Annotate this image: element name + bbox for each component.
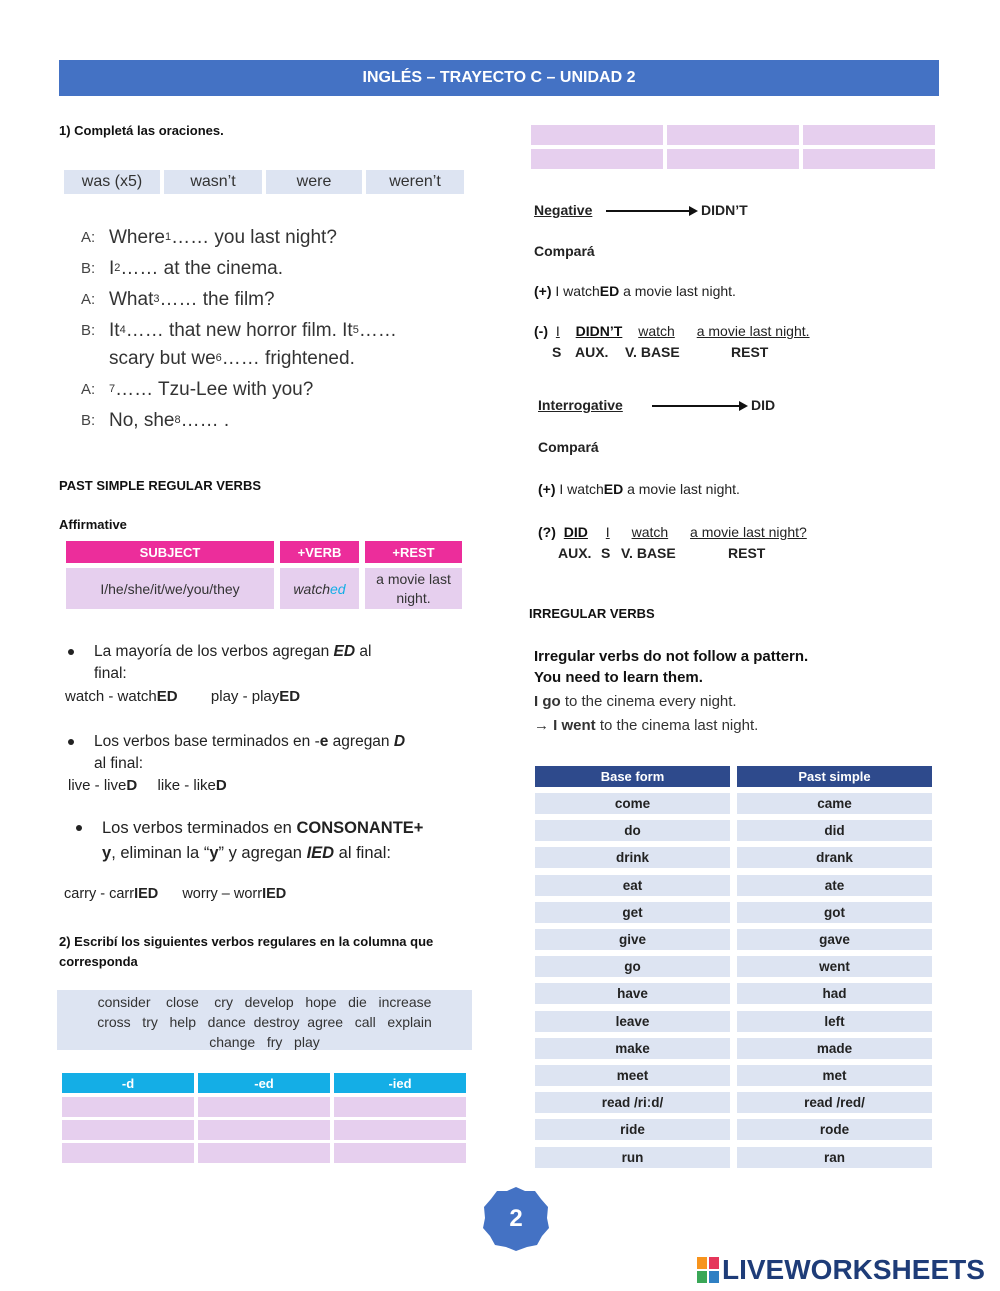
example-text: I watch — [551, 283, 600, 299]
rule-text: La mayoría de los verbos agregan — [94, 643, 334, 660]
base-form-cell: leave — [535, 1011, 730, 1032]
base-form-cell: give — [535, 929, 730, 950]
base-form-cell: eat — [535, 875, 730, 896]
dialog-line — [81, 253, 481, 284]
example-text: watch - watch — [65, 688, 157, 705]
rule-d — [68, 731, 428, 775]
rule-text: Los verbos base terminados en - — [94, 733, 320, 750]
speaker-label: B: — [81, 322, 96, 339]
gap-blank[interactable]: …… Tzu-Lee with you? — [115, 379, 314, 400]
speaker-label: A: — [81, 381, 96, 398]
base-form-cell: ride — [535, 1119, 730, 1140]
base-form-cell: run — [535, 1147, 730, 1168]
rule-letter: e — [319, 733, 329, 750]
past-simple-cell: left — [737, 1011, 932, 1032]
interrogative-label-text: Interrogative — [538, 397, 623, 413]
past-simple-cell: had — [737, 983, 932, 1004]
rule-bold: y — [102, 844, 112, 862]
structure-label: V. BASE — [621, 545, 676, 561]
answer-cell[interactable] — [667, 125, 799, 145]
top-answer-table — [531, 125, 935, 169]
past-simple-cell: did — [737, 820, 932, 841]
answer-cell[interactable] — [803, 149, 935, 169]
base-form-cell: read /riːd/ — [535, 1092, 730, 1113]
bullet-dot — [76, 825, 82, 831]
dialog-text: It — [109, 320, 120, 341]
negative-aux: DIDN’T — [701, 202, 748, 218]
arrow-right-icon: → — [534, 717, 554, 734]
regular-verbs-title: PAST SIMPLE REGULAR VERBS — [59, 478, 262, 493]
table-header: SUBJECT — [66, 541, 274, 563]
rule-ending: D — [393, 733, 406, 750]
page-title: INGLÉS – TRAYECTO C – UNIDAD 2 — [362, 69, 636, 86]
gap-blank[interactable]: …… at the cinema. — [120, 258, 284, 279]
example-ending: ED — [279, 688, 301, 705]
past-simple-cell: ran — [737, 1147, 932, 1168]
irregular-explanation — [534, 646, 808, 688]
structure-label: S — [601, 545, 611, 561]
past-simple-cell: made — [737, 1038, 932, 1059]
gap-number: 1 — [164, 231, 172, 243]
example-text: live - live — [68, 777, 127, 794]
table-header: +VERB — [280, 541, 359, 563]
base-form-cell: come — [535, 793, 730, 814]
speaker-label — [81, 343, 109, 374]
bullet-dot — [68, 739, 74, 745]
irregular-verbs-table — [535, 766, 932, 1171]
example-text: play - play — [210, 688, 280, 705]
instruction-line: 2) Escribí los siguientes verbos regulares en la columna que — [59, 934, 434, 949]
subject-word: I — [605, 524, 610, 540]
rule-d-example — [68, 777, 227, 794]
page-header — [59, 60, 939, 96]
example-text: to the cinema last night. — [595, 717, 759, 734]
structure-label: AUX. — [558, 545, 592, 561]
answer-cell[interactable] — [198, 1097, 330, 1117]
rule-ending: ED — [333, 643, 356, 660]
gap-number: 3 — [153, 293, 160, 305]
gap-number: 7 — [109, 383, 116, 395]
speaker-label: A: — [81, 291, 96, 308]
word-bank — [64, 170, 464, 194]
arrow-line — [606, 210, 690, 212]
arrow-line — [652, 405, 740, 407]
verbs-line: consider close cry develop hope die increase — [97, 994, 432, 1010]
verb-word: watch — [638, 323, 675, 339]
dialog-text: What — [109, 289, 154, 310]
answer-cell[interactable] — [531, 125, 663, 145]
past-simple-cell: rode — [737, 1119, 932, 1140]
example-text: like - like — [157, 777, 216, 794]
example-ending: ED — [156, 688, 178, 705]
rule-ed — [68, 641, 408, 685]
column-header-ied: -ied — [334, 1073, 466, 1093]
rule-text: al final: — [334, 844, 391, 862]
structure-label: REST — [731, 344, 769, 360]
rule-bold: y — [209, 844, 219, 862]
gap-number: 5 — [352, 324, 359, 336]
rule-bold: CONSONANTE+ — [296, 819, 424, 837]
gap-blank[interactable]: …… — [358, 320, 397, 341]
past-simple-cell: got — [737, 902, 932, 923]
interrogative-label — [538, 397, 623, 413]
past-simple-cell: gave — [737, 929, 932, 950]
page-number: 2 — [509, 1205, 523, 1232]
table-cell-verb — [280, 568, 359, 609]
exercise1-instruction: 1) Completá las oraciones. — [59, 123, 224, 138]
table-cell-rest: a movie last night. — [365, 568, 462, 609]
gap-number: 8 — [174, 414, 181, 426]
brand-name: LIVEWORKSHEETS — [722, 1254, 985, 1285]
answer-cell[interactable] — [62, 1120, 194, 1140]
rest-words: a movie last night? — [690, 524, 807, 540]
sign-label: (?) — [538, 524, 556, 540]
liveworksheets-logo — [697, 1253, 997, 1287]
structure-label: S — [552, 344, 562, 360]
bullet-dot — [68, 649, 74, 655]
example-ending: D — [215, 777, 227, 794]
negative-example — [534, 323, 810, 339]
example-text: worry – worr — [182, 886, 263, 902]
word-bank-item: was (x5) — [64, 170, 160, 194]
explanation-line: Irregular verbs do not follow a pattern. — [534, 648, 809, 665]
answer-cell[interactable] — [531, 149, 663, 169]
compare-label: Compará — [534, 243, 595, 259]
page-number-badge — [481, 1185, 551, 1253]
affirmative-table — [66, 541, 462, 611]
example-text: I watch — [555, 481, 604, 497]
verb-base-text: watch — [293, 580, 330, 597]
answer-cell[interactable] — [334, 1120, 466, 1140]
word-bank-item: weren’t — [366, 170, 464, 194]
rule-ied-example — [64, 886, 286, 902]
rule-text: agregan — [328, 733, 394, 750]
example-text: carry - carr — [64, 886, 135, 902]
sign-label: (+) — [534, 283, 552, 299]
column-header-d: -d — [62, 1073, 194, 1093]
gap-blank[interactable]: …… . — [180, 410, 230, 431]
gap-blank[interactable]: …… the film? — [159, 289, 275, 310]
answer-cell[interactable] — [62, 1097, 194, 1117]
aux-word: DID — [563, 524, 588, 540]
verbs-line: change fry play — [209, 1034, 320, 1050]
rule-text: ” y agregan — [218, 844, 307, 862]
verb-ending-text: ed — [330, 580, 346, 597]
column-header-ed: -ed — [198, 1073, 330, 1093]
gap-blank[interactable]: …… that new horror film. It — [125, 320, 353, 341]
dialog-line — [81, 222, 481, 253]
speaker-label: B: — [81, 412, 96, 429]
answer-cell[interactable] — [803, 125, 935, 145]
affirmative-label: Affirmative — [59, 517, 127, 532]
dialog-text: No, she — [109, 410, 175, 431]
base-form-cell: do — [535, 820, 730, 841]
sign-label: (+) — [538, 481, 556, 497]
dialog-line — [81, 343, 481, 374]
rule-text: , eliminan la “ — [111, 844, 210, 862]
rule-text: final: — [94, 665, 127, 682]
answer-cell[interactable] — [334, 1097, 466, 1117]
live-badge-icon — [697, 1257, 719, 1283]
past-simple-cell: read /red/ — [737, 1092, 932, 1113]
example-text: a movie last night. — [619, 283, 736, 299]
explanation-line: You need to learn them. — [534, 669, 703, 686]
negative-label-text: Negative — [534, 202, 593, 218]
gap-number: 6 — [215, 352, 222, 364]
base-form-cell: go — [535, 956, 730, 977]
base-form-cell: get — [535, 902, 730, 923]
verbs-box — [57, 990, 472, 1050]
base-form-cell: have — [535, 983, 730, 1004]
answer-cell[interactable] — [334, 1143, 466, 1163]
rest-words: a movie last night. — [696, 323, 810, 339]
table-header-base: Base form — [535, 766, 730, 787]
dialog-line — [81, 284, 481, 315]
rule-text: Los verbos terminados en — [102, 819, 297, 837]
dialog-line — [81, 405, 481, 436]
rule-text: al final: — [94, 755, 144, 772]
past-simple-cell: went — [737, 956, 932, 977]
dialog — [81, 222, 481, 436]
sign-label: (-) — [534, 323, 548, 339]
interrogative-aux: DID — [751, 397, 776, 413]
table-header: +REST — [365, 541, 462, 563]
example-ending: D — [126, 777, 138, 794]
irregular-verbs-title: IRREGULAR VERBS — [529, 606, 655, 621]
base-form-cell: meet — [535, 1065, 730, 1086]
gap-number: 2 — [114, 262, 121, 274]
structure-label: REST — [728, 545, 766, 561]
rule-ied — [76, 816, 466, 866]
example-bold: I went — [553, 717, 596, 734]
example-bold: I go — [534, 693, 561, 710]
verbs-line: cross try help dance destroy agree call explain — [97, 1014, 432, 1030]
answer-cell[interactable] — [667, 149, 799, 169]
dialog-line — [81, 374, 481, 405]
answer-cell[interactable] — [62, 1143, 194, 1163]
dialog-text: I — [109, 258, 115, 279]
example-ending: ED — [603, 481, 624, 497]
gap-blank[interactable]: …… frightened. — [221, 348, 355, 369]
past-simple-cell: met — [737, 1065, 932, 1086]
sort-table — [62, 1073, 466, 1165]
speaker-label: B: — [81, 260, 96, 277]
base-form-cell: make — [535, 1038, 730, 1059]
example-ending: IED — [134, 886, 159, 902]
negative-label — [534, 202, 592, 218]
structure-label: V. BASE — [625, 344, 680, 360]
base-form-cell: drink — [535, 847, 730, 868]
subject-word: I — [555, 323, 560, 339]
example-text: to the cinema every night. — [560, 693, 737, 710]
irregular-examples — [534, 690, 758, 738]
interrogative-example — [538, 524, 807, 540]
example-text: a movie last night. — [623, 481, 740, 497]
structure-label: AUX. — [575, 344, 609, 360]
past-simple-cell: drank — [737, 847, 932, 868]
arrow-right-icon — [689, 206, 698, 216]
table-header-past: Past simple — [737, 766, 932, 787]
gap-blank[interactable]: …… you last night? — [171, 227, 337, 248]
verb-word: watch — [631, 524, 669, 540]
dialog-text: scary but we — [109, 348, 216, 369]
interrogative-affirmative-example — [538, 481, 740, 497]
past-simple-cell: ate — [737, 875, 932, 896]
gap-number: 4 — [119, 324, 126, 336]
rule-text: al — [355, 643, 372, 660]
word-bank-item: were — [266, 170, 362, 194]
exercise2-instruction — [59, 932, 433, 972]
dialog-text: Where — [109, 227, 165, 248]
table-cell-subject: I/he/she/it/we/you/they — [66, 568, 274, 609]
example-ending: IED — [262, 886, 287, 902]
negative-affirmative-example — [534, 283, 736, 299]
past-simple-cell: came — [737, 793, 932, 814]
speaker-label: A: — [81, 229, 96, 246]
answer-cell[interactable] — [198, 1120, 330, 1140]
rule-ed-example — [65, 688, 300, 705]
answer-cell[interactable] — [198, 1143, 330, 1163]
aux-word: DIDN’T — [575, 323, 623, 339]
compare-label: Compará — [538, 439, 599, 455]
word-bank-item: wasn’t — [164, 170, 262, 194]
arrow-right-icon — [739, 401, 748, 411]
rule-ending: IED — [306, 844, 335, 862]
instruction-line: corresponda — [59, 954, 138, 969]
example-ending: ED — [599, 283, 620, 299]
dialog-line — [81, 315, 481, 346]
